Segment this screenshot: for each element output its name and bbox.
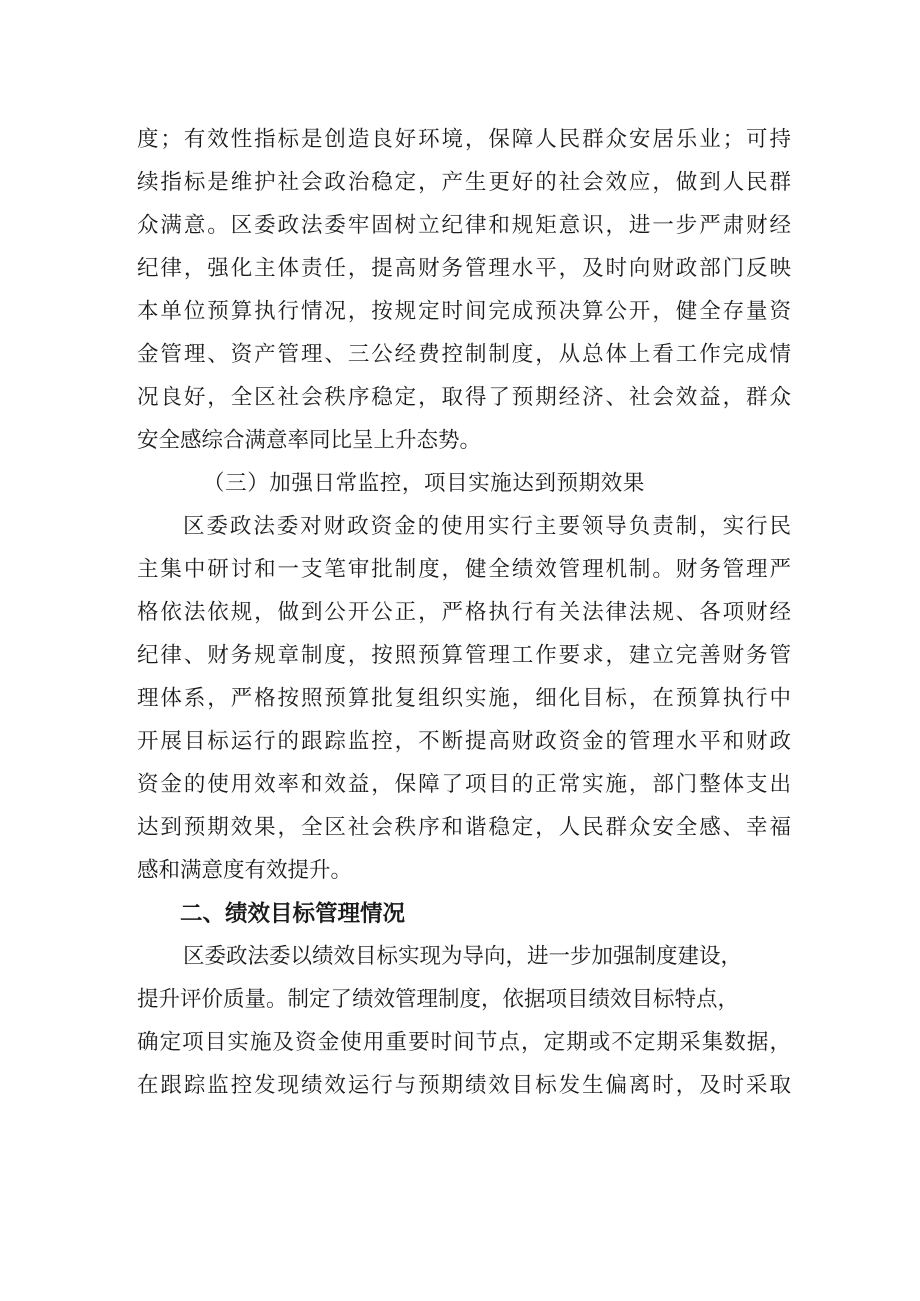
paragraph-line: 感和满意度有效提升。	[137, 858, 353, 883]
paragraph-line: 度；有效性指标是创造良好环境，保障人民群众安居乐业；可持	[137, 127, 791, 152]
paragraph-line: 续指标是维护社会政治稳定，产生更好的社会效应，做到人民群	[137, 170, 791, 195]
paragraph-line: 区委政法委以绩效目标实现为导向，进一步加强制度建设，	[183, 944, 743, 969]
paragraph-line: 开展目标运行的跟踪监控，不断提高财政资金的管理水平和财政	[137, 729, 791, 754]
paragraph-line: 理体系，严格按照预算批复组织实施，细化目标，在预算执行中	[137, 686, 791, 711]
paragraph-line: 纪律，强化主体责任，提高财务管理水平，及时向财政部门反映	[137, 256, 791, 281]
paragraph-line: 在跟踪监控发现绩效运行与预期绩效目标发生偏离时，及时采取	[137, 1073, 791, 1098]
section-subheading: （三）加强日常监控，项目实施达到预期效果	[203, 471, 646, 496]
section-heading: 二、绩效目标管理情况	[180, 901, 406, 927]
paragraph-line: 主集中研讨和一支笔审批制度，健全绩效管理机制。财务管理严	[137, 557, 791, 582]
paragraph-line: 本单位预算执行情况，按规定时间完成预决算公开，健全存量资	[137, 299, 791, 324]
paragraph-line: 纪律、财务规章制度，按照预算管理工作要求，建立完善财务管	[137, 643, 791, 668]
paragraph-line: 况良好，全区社会秩序稳定，取得了预期经济、社会效益，群众	[137, 385, 791, 410]
paragraph-line: 提升评价质量。制定了绩效管理制度，依据项目绩效目标特点，	[137, 987, 740, 1012]
paragraph-line: 金管理、资产管理、三公经费控制制度，从总体上看工作完成情	[137, 342, 791, 367]
paragraph-line: 资金的使用效率和效益，保障了项目的正常实施，部门整体支出	[137, 772, 791, 797]
paragraph-line: 达到预期效果，全区社会秩序和谐稳定，人民群众安全感、幸福	[137, 815, 791, 840]
paragraph-line: 安全感综合满意率同比呈上升态势。	[137, 428, 482, 453]
paragraph-line: 区委政法委对财政资金的使用实行主要领导负责制，实行民	[183, 514, 791, 539]
paragraph-line: 确定项目实施及资金使用重要时间节点，定期或不定期采集数据，	[137, 1030, 791, 1055]
paragraph-line: 格依法依规，做到公开公正，严格执行有关法律法规、各项财经	[137, 600, 791, 625]
paragraph-line: 众满意。区委政法委牢固树立纪律和规矩意识，进一步严肃财经	[137, 213, 791, 238]
